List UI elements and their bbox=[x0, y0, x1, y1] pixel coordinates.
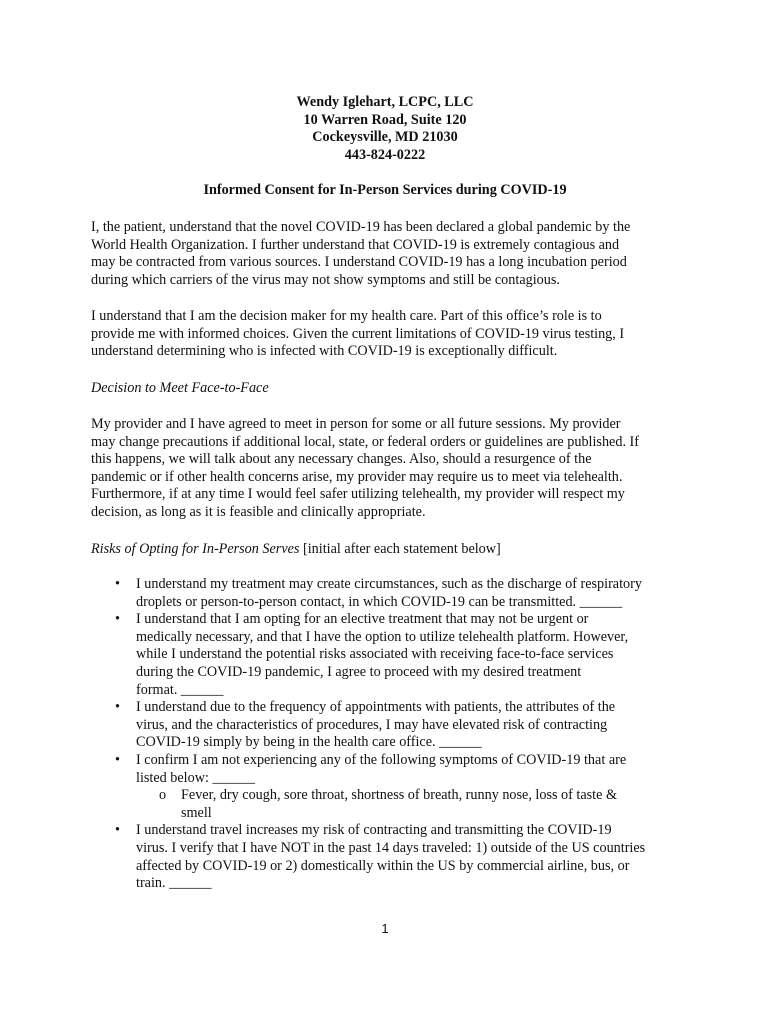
list-item-line: while I understand the potential risks associated with receiving face-to-face services bbox=[136, 646, 614, 663]
list-item bbox=[91, 699, 691, 752]
paragraph-line: may change precautions if additional local, state, or federal orders or guidelines are published. If bbox=[91, 433, 639, 450]
list-item-line: listed below: ______ bbox=[136, 769, 256, 786]
paragraph-line: My provider and I have agreed to meet in person for some or all future sessions. My provider bbox=[91, 416, 621, 432]
letterhead bbox=[0, 94, 770, 164]
paragraph-line: understand determining who is infected with COVID-19 is exceptionally difficult. bbox=[91, 343, 558, 360]
paragraph-line: World Health Organization. I further understand that COVID-19 is extremely contagious and bbox=[91, 236, 620, 253]
list-item bbox=[91, 752, 691, 787]
bullet-icon: • bbox=[115, 611, 120, 628]
paragraph-line: decision, as long as it is feasible and clinically appropriate. bbox=[91, 503, 426, 520]
risks-heading-instruction: [initial after each statement below] bbox=[299, 541, 501, 557]
list-item-line: I understand my treatment may create circumstances, such as the discharge of respiratory bbox=[136, 576, 642, 592]
paragraph-meet-in-person bbox=[91, 416, 691, 522]
list-item bbox=[91, 611, 691, 699]
paragraph-line: during which carriers of the virus may not show symptoms and still be contagious. bbox=[91, 271, 560, 288]
paragraph-pandemic bbox=[91, 219, 691, 289]
list-item-line: virus. I verify that I have NOT in the past 14 days traveled: 1) outside of the US countries bbox=[136, 839, 646, 856]
list-item-line: I confirm I am not experiencing any of the following symptoms of COVID-19 that are bbox=[136, 751, 627, 768]
bullet-icon: • bbox=[115, 822, 120, 839]
paragraph-line: I, the patient, understand that the novel COVID-19 has been declared a global pandemic by the bbox=[91, 219, 631, 235]
risks-heading-italic: Risks of Opting for In-Person Serves bbox=[91, 541, 300, 557]
list-item-line: affected by COVID-19 or 2) domestically within the US by commercial airline, bus, or bbox=[136, 857, 630, 874]
practice-name: Wendy Iglehart, LCPC, LLC bbox=[296, 94, 474, 110]
phone-number: 443-824-0222 bbox=[344, 146, 426, 163]
list-item bbox=[91, 576, 691, 611]
page-number: 1 bbox=[381, 921, 389, 936]
paragraph-line: pandemic or if other health concerns arise, my provider may require us to meet via telehealth. bbox=[91, 468, 623, 485]
list-item-line: medically necessary, and that I have the option to utilize telehealth platform. However, bbox=[136, 628, 629, 645]
bullet-icon: • bbox=[115, 699, 120, 716]
list-item-line: format. ______ bbox=[136, 681, 224, 698]
list-item-line: I understand due to the frequency of appointments with patients, the attributes of the bbox=[136, 699, 616, 716]
paragraph-line: Furthermore, if at any time I would feel safer utilizing telehealth, my provider will respect my bbox=[91, 486, 625, 503]
sub-list-item bbox=[91, 787, 691, 822]
list-item-line: COVID-19 simply by being in the health care office. ______ bbox=[136, 734, 482, 751]
list-item-line: droplets or person-to-person contact, in which COVID-19 can be transmitted. ______ bbox=[136, 593, 623, 610]
paragraph-line: I understand that I am the decision maker for my health care. Part of this office’s role is to bbox=[91, 308, 602, 324]
bullet-icon: • bbox=[115, 576, 120, 592]
risk-statement-list bbox=[91, 576, 691, 893]
city-state-zip: Cockeysville, MD 21030 bbox=[312, 129, 458, 146]
document-title: Informed Consent for In-Person Services during COVID-19 bbox=[203, 182, 567, 198]
list-item-line: I understand that I am opting for an elective treatment that may not be urgent or bbox=[136, 611, 589, 628]
list-item-line: I understand travel increases my risk of contracting and transmitting the COVID-19 bbox=[136, 822, 612, 839]
paragraph-decision-maker bbox=[91, 308, 691, 361]
bullet-icon: • bbox=[115, 751, 120, 768]
paragraph-line: this happens, we will talk about any necessary changes. Also, should a resurgence of the bbox=[91, 451, 592, 468]
list-item bbox=[91, 822, 691, 892]
list-item-line: during the COVID-19 pandemic, I agree to proceed with my desired treatment bbox=[136, 663, 582, 680]
list-item-line: Fever, dry cough, sore throat, shortness of breath, runny nose, loss of taste & bbox=[181, 787, 618, 804]
list-item-line: train. ______ bbox=[136, 875, 212, 892]
section-heading-risks bbox=[91, 541, 691, 559]
paragraph-line: provide me with informed choices. Given the current limitations of COVID-19 virus testing, I bbox=[91, 325, 625, 342]
section-heading-decision: Decision to Meet Face-to-Face bbox=[91, 380, 269, 396]
list-item-line: smell bbox=[181, 804, 212, 821]
street-address: 10 Warren Road, Suite 120 bbox=[303, 111, 467, 128]
list-item-line: virus, and the characteristics of procedures, I may have elevated risk of contracting bbox=[136, 716, 608, 733]
paragraph-line: may be contracted from various sources. I understand COVID-19 has a long incubation period bbox=[91, 254, 627, 271]
circle-bullet-icon: o bbox=[159, 787, 167, 804]
